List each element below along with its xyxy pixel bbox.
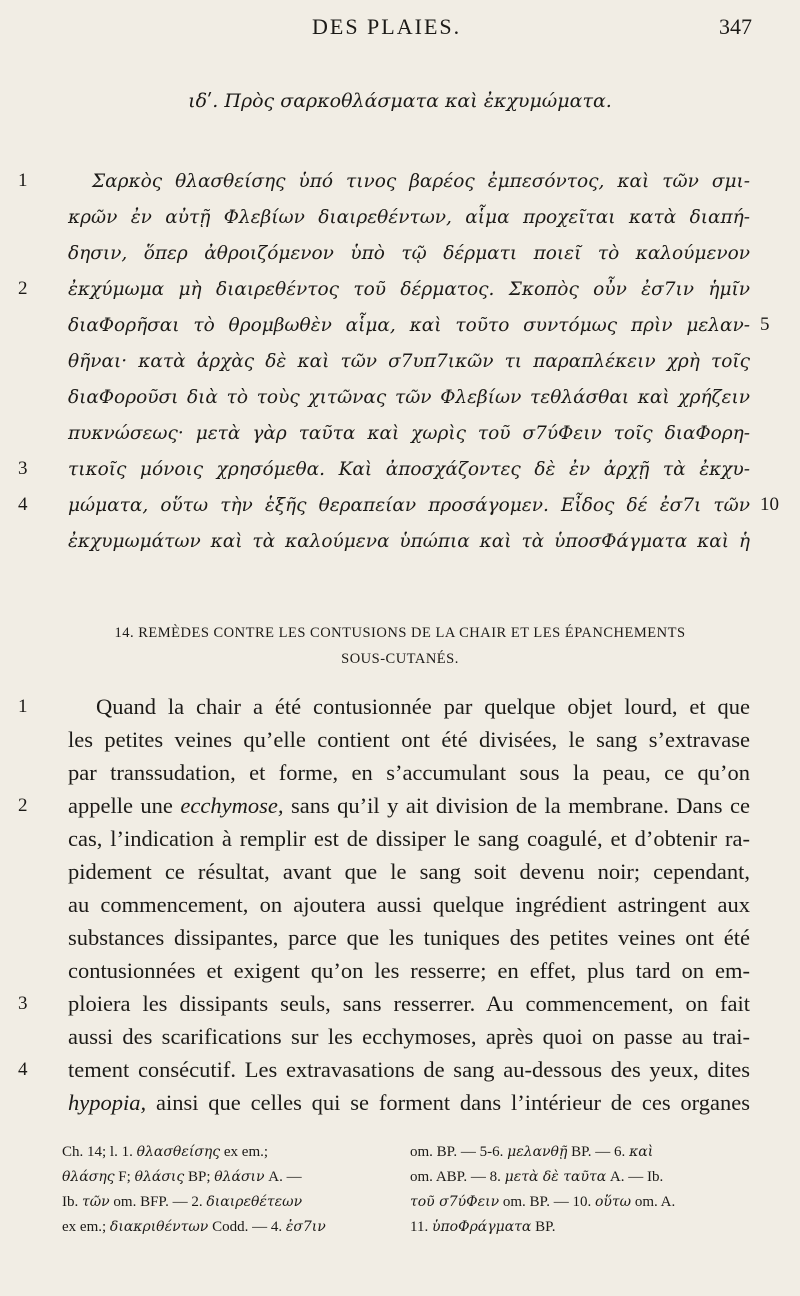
footnote-text: BP;	[184, 1169, 215, 1185]
footnote-line	[62, 1190, 390, 1215]
french-line	[68, 723, 750, 756]
page-header	[0, 14, 800, 48]
greek-variant: τῶν	[82, 1194, 110, 1210]
footnote-line	[62, 1165, 390, 1190]
section-marker: 2	[18, 278, 28, 299]
french-line	[68, 789, 750, 822]
footnote-text: Ch. 14; l. 1.	[62, 1144, 137, 1160]
greek-line: διαΦοροῦσι διὰ τὸ τοὺς χιτῶνας τῶν Φλεβίων τεθλάσθαι καὶ χρήζειν	[68, 387, 750, 408]
text-run: ploiera les dissipants seuls, sans resserrer. Au commencement, on fait	[68, 991, 750, 1016]
line-number: 10	[760, 494, 779, 515]
footnote-text: Codd. — 4.	[208, 1219, 286, 1235]
footnotes-right-column	[410, 1140, 750, 1240]
footnotes-left-column	[62, 1140, 390, 1240]
french-line	[68, 1086, 750, 1119]
greek-line: κρῶν ἐν αὐτῇ Φλεβίων διαιρεθέντων, αἷμα προχεῖται κατὰ διαπή-	[68, 207, 750, 228]
text-run: par transsudation, et forme, en s’accumulant sous la peau, ce qu’on	[68, 760, 750, 785]
greek-variant: θλάσις	[134, 1169, 185, 1185]
french-line	[96, 690, 750, 723]
greek-line: τικοῖς μόνοις χρησόμεθα. Καὶ ἀποσχάζοντες δὲ ἐν ἀρχῇ τὰ ἐκχυ-	[68, 459, 750, 480]
french-line	[68, 954, 750, 987]
footnote-text: ex em.;	[62, 1219, 110, 1235]
line-number: 5	[760, 314, 770, 335]
greek-line: δησιν, ὅπερ ἀθροιζόμενον ὑπὸ τῷ δέρματι ποιεῖ τὸ καλούμενον	[68, 243, 750, 264]
greek-variant: διακριθέντων	[109, 1219, 209, 1235]
greek-line: Σαρκὸς θλασθείσης ὑπό τινος βαρέος ἐμπεσόντος, καὶ τῶν σμι-	[92, 171, 750, 192]
text-run: substances dissipantes, parce que les tuniques des petites veines ont été	[68, 925, 750, 950]
section-marker: 3	[18, 458, 28, 479]
running-title: DES PLAIES.	[312, 14, 462, 39]
text-run: sans qu’il y ait division de la membrane. Dans ce	[283, 793, 750, 818]
greek-variant: τοῦ σ7ύΦειν	[410, 1194, 500, 1210]
footnote-text: A. — Ib.	[606, 1169, 664, 1185]
footnote-line	[62, 1215, 390, 1240]
french-heading-line-1: 14. REMÈDES CONTRE LES CONTUSIONS DE LA CHAIR ET LES ÉPANCHEMENTS	[114, 625, 686, 641]
greek-variant: μελανθῇ	[507, 1144, 568, 1160]
greek-variant: θλάσιν	[214, 1169, 265, 1185]
footnote-text: ex em.;	[220, 1144, 269, 1160]
footnote-text: Ib.	[62, 1194, 82, 1210]
text-run: au commencement, on ajoutera aussi quelque ingrédient astringent aux	[68, 892, 750, 917]
italic-term: ecchymose,	[180, 793, 284, 818]
greek-line: διαΦορῆσαι τὸ θρομβωθὲν αἷμα, καὶ τοῦτο συντόμως πρὶν μελαν-	[68, 315, 750, 336]
footnote-text: om. BP. — 10.	[499, 1194, 595, 1210]
text-run: appelle une	[68, 793, 181, 818]
french-line	[68, 1053, 750, 1086]
text-run: tement consécutif. Les extravasations de sang au-dessous des yeux, dites	[68, 1057, 750, 1082]
french-line	[68, 888, 750, 921]
text-run: ainsi que celles qui se forment dans l’intérieur de ces organes	[146, 1090, 750, 1115]
french-line	[68, 756, 750, 789]
footnote-text: om. ABP. — 8.	[410, 1169, 505, 1185]
section-marker: 1	[18, 696, 28, 717]
french-heading-line-2: SOUS-CUTANÉS.	[341, 651, 459, 667]
section-marker: 3	[18, 993, 28, 1014]
greek-line: μώματα, οὕτω τὴν ἑξῆς θεραπείαν προσάγομεν. Εἶδος δέ ἐσ7ι τῶν	[68, 495, 750, 516]
section-marker: 4	[18, 494, 28, 515]
greek-variant: ἐσ7ιν	[285, 1219, 326, 1235]
italic-term: hypopia,	[68, 1090, 147, 1115]
footnote-text: BP.	[531, 1219, 556, 1235]
greek-variant: καὶ	[629, 1144, 654, 1160]
greek-variant: μετὰ δὲ ταῦτα	[504, 1169, 607, 1185]
footnote-text: F;	[114, 1169, 135, 1185]
text-run: cas, l’indication à remplir est de dissiper le sang coagulé, et d’obtenir ra-	[68, 826, 750, 851]
greek-line: πυκνώσεως· μετὰ γὰρ ταῦτα καὶ χωρὶς τοῦ σ7ύΦειν τοῖς διαΦορη-	[68, 423, 750, 444]
french-line	[68, 921, 750, 954]
greek-line: ἐκχυμωμάτων καὶ τὰ καλούμενα ὑπώπια καὶ τὰ ὑποσΦάγματα καὶ ἡ	[68, 531, 750, 552]
section-marker: 2	[18, 795, 28, 816]
footnote-text: om. BFP. — 2.	[109, 1194, 207, 1210]
french-line	[68, 987, 750, 1020]
french-section-heading	[0, 620, 800, 672]
footnote-text: om. A.	[631, 1194, 676, 1210]
greek-line: ἐκχύμωμα μὴ διαιρεθέντος τοῦ δέρματος. Σκοπὸς οὖν ἐσ7ιν ἡμῖν	[68, 279, 750, 300]
footnote-line	[410, 1215, 750, 1240]
greek-section-heading: ιδʹ. Πρὸς σαρκοθλάσματα καὶ ἐκχυμώματα.	[188, 90, 612, 112]
greek-line: θῆναι· κατὰ ἀρχὰς δὲ καὶ τῶν σ7υπ7ικῶν τι παραπλέκειν χρὴ τοῖς	[68, 351, 750, 372]
footnote-line	[410, 1190, 750, 1215]
section-marker: 4	[18, 1059, 28, 1080]
french-line	[68, 1020, 750, 1053]
greek-variant: οὕτω	[594, 1194, 632, 1210]
text-run: pidement ce résultat, avant que le sang soit devenu noir; cependant,	[68, 859, 750, 884]
footnote-text: 11.	[410, 1219, 432, 1235]
footnote-line	[62, 1140, 390, 1165]
text-run: aussi des scarifications sur les ecchymoses, après quoi on passe au trai-	[68, 1024, 750, 1049]
greek-variant: διαιρεθέτεων	[206, 1194, 303, 1210]
text-run: Quand la chair a été contusionnée par quelque objet lourd, et que	[96, 694, 750, 719]
footnote-line	[410, 1165, 750, 1190]
text-run: contusionnées et exigent qu’on les resserre; en effet, plus tard on em-	[68, 958, 750, 983]
footnote-text: BP. — 6.	[567, 1144, 630, 1160]
greek-variant: θλάσης	[62, 1169, 115, 1185]
greek-variant: ὑποΦράγματα	[431, 1219, 532, 1235]
footnote-text: om. BP. — 5-6.	[410, 1144, 508, 1160]
page-number: 347	[719, 14, 752, 39]
footnote-text: A. —	[264, 1169, 302, 1185]
french-line	[68, 855, 750, 888]
french-line	[68, 822, 750, 855]
footnote-line	[410, 1140, 750, 1165]
text-run: les petites veines qu’elle contient ont été divisées, le sang s’extravase	[68, 727, 750, 752]
section-marker: 1	[18, 170, 28, 191]
greek-variant: θλασθείσης	[136, 1144, 221, 1160]
